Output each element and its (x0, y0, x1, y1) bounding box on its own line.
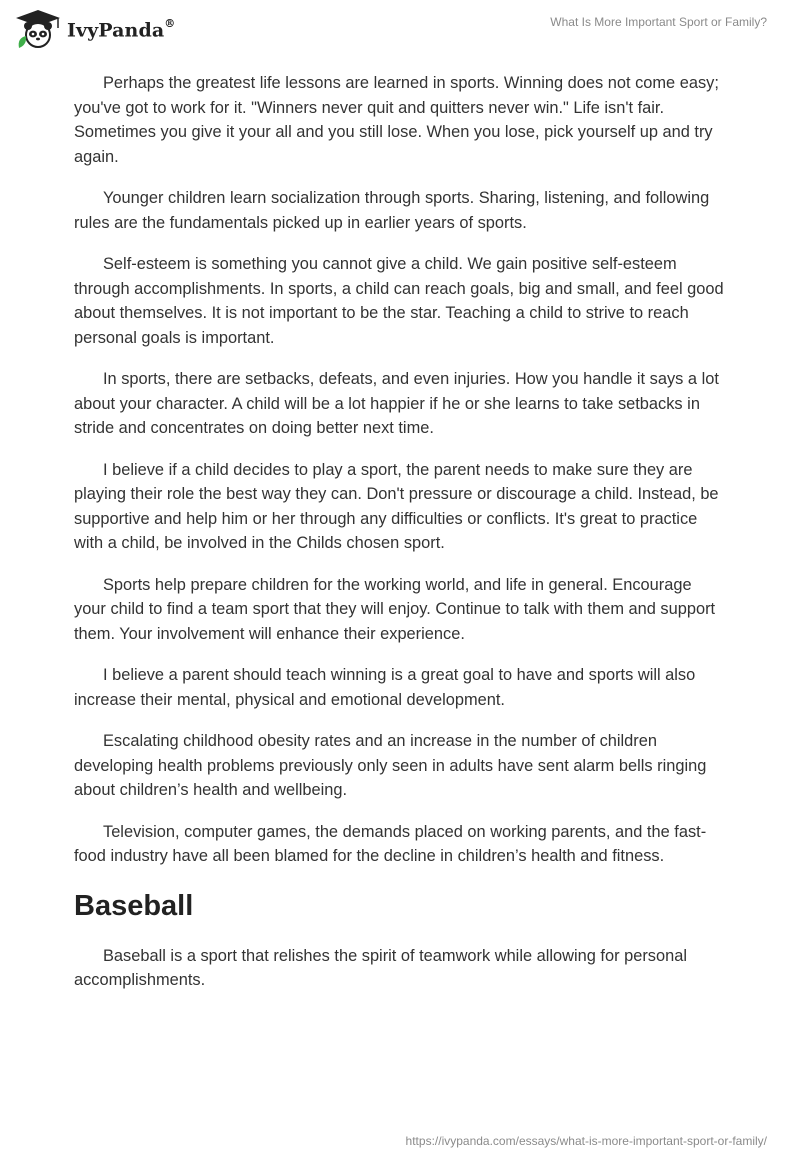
paragraph: Baseball is a sport that relishes the spirit of teamwork while allowing for personal accomplishments. (74, 946, 687, 989)
paragraph: Perhaps the greatest life lessons are learned in sports. Winning does not come easy; you've got to work for it. "Winners never quit and quitters never win." Life isn't fair. Sometimes you give it your all and you still lose. When you lose, pick yourself up and try again. (74, 74, 719, 166)
paragraph: In sports, there are setbacks, defeats, and even injuries. How you handle it says a lot about your character. A child will be a lot happier if he or she learns to take setbacks in stride and concentrates on doing better next time. (74, 370, 719, 437)
panda-graduate-icon (14, 8, 62, 50)
paragraph: Escalating childhood obesity rates and an increase in the number of children developing health problems previously only seen in adults have sent alarm bells ringing about children’s health and wellbeing. (74, 732, 707, 799)
source-url-link[interactable]: https://ivypanda.com/essays/what-is-more-important-sport-or-family/ (405, 1134, 767, 1148)
paragraph: I believe if a child decides to play a sport, the parent needs to make sure they are playing their role the best way they can. Don't pressure or discourage a child. Instead, be supportive and help him or her through any difficulties or conflicts. It's great to practice with a child, be involved in the Childs chosen sport. (74, 460, 719, 552)
brand-name: IvyPanda® (67, 16, 176, 42)
paragraph: Younger children learn socialization through sports. Sharing, listening, and following rules are the fundamentals picked up in earlier years of sports. (74, 189, 710, 232)
paragraph: Sports help prepare children for the working world, and life in general. Encourage your child to find a team sport that they will enjoy. Continue to talk with them and support them. Your involvement will enhance their experience. (74, 575, 716, 643)
document-title: What Is More Important Sport or Family? (550, 15, 767, 29)
page-header (0, 0, 800, 60)
paragraph: I believe a parent should teach winning is a great goal to have and sports will also increase their mental, physical and emotional development. (74, 666, 696, 709)
essay-content (74, 71, 726, 1010)
section-heading-baseball: Baseball (74, 889, 194, 922)
paragraph: Self-esteem is something you cannot give a child. We gain positive self-esteem through accomplishments. In sports, a child can reach goals, big and small, and feel good about themselves. It is not important to be the star. Teaching a child to strive to reach personal goals is important. (74, 255, 724, 347)
brand-logo[interactable] (14, 8, 175, 50)
paragraph: Television, computer games, the demands placed on working parents, and the fast-food industry have all been blamed for the decline in children’s health and fitness. (74, 822, 707, 865)
